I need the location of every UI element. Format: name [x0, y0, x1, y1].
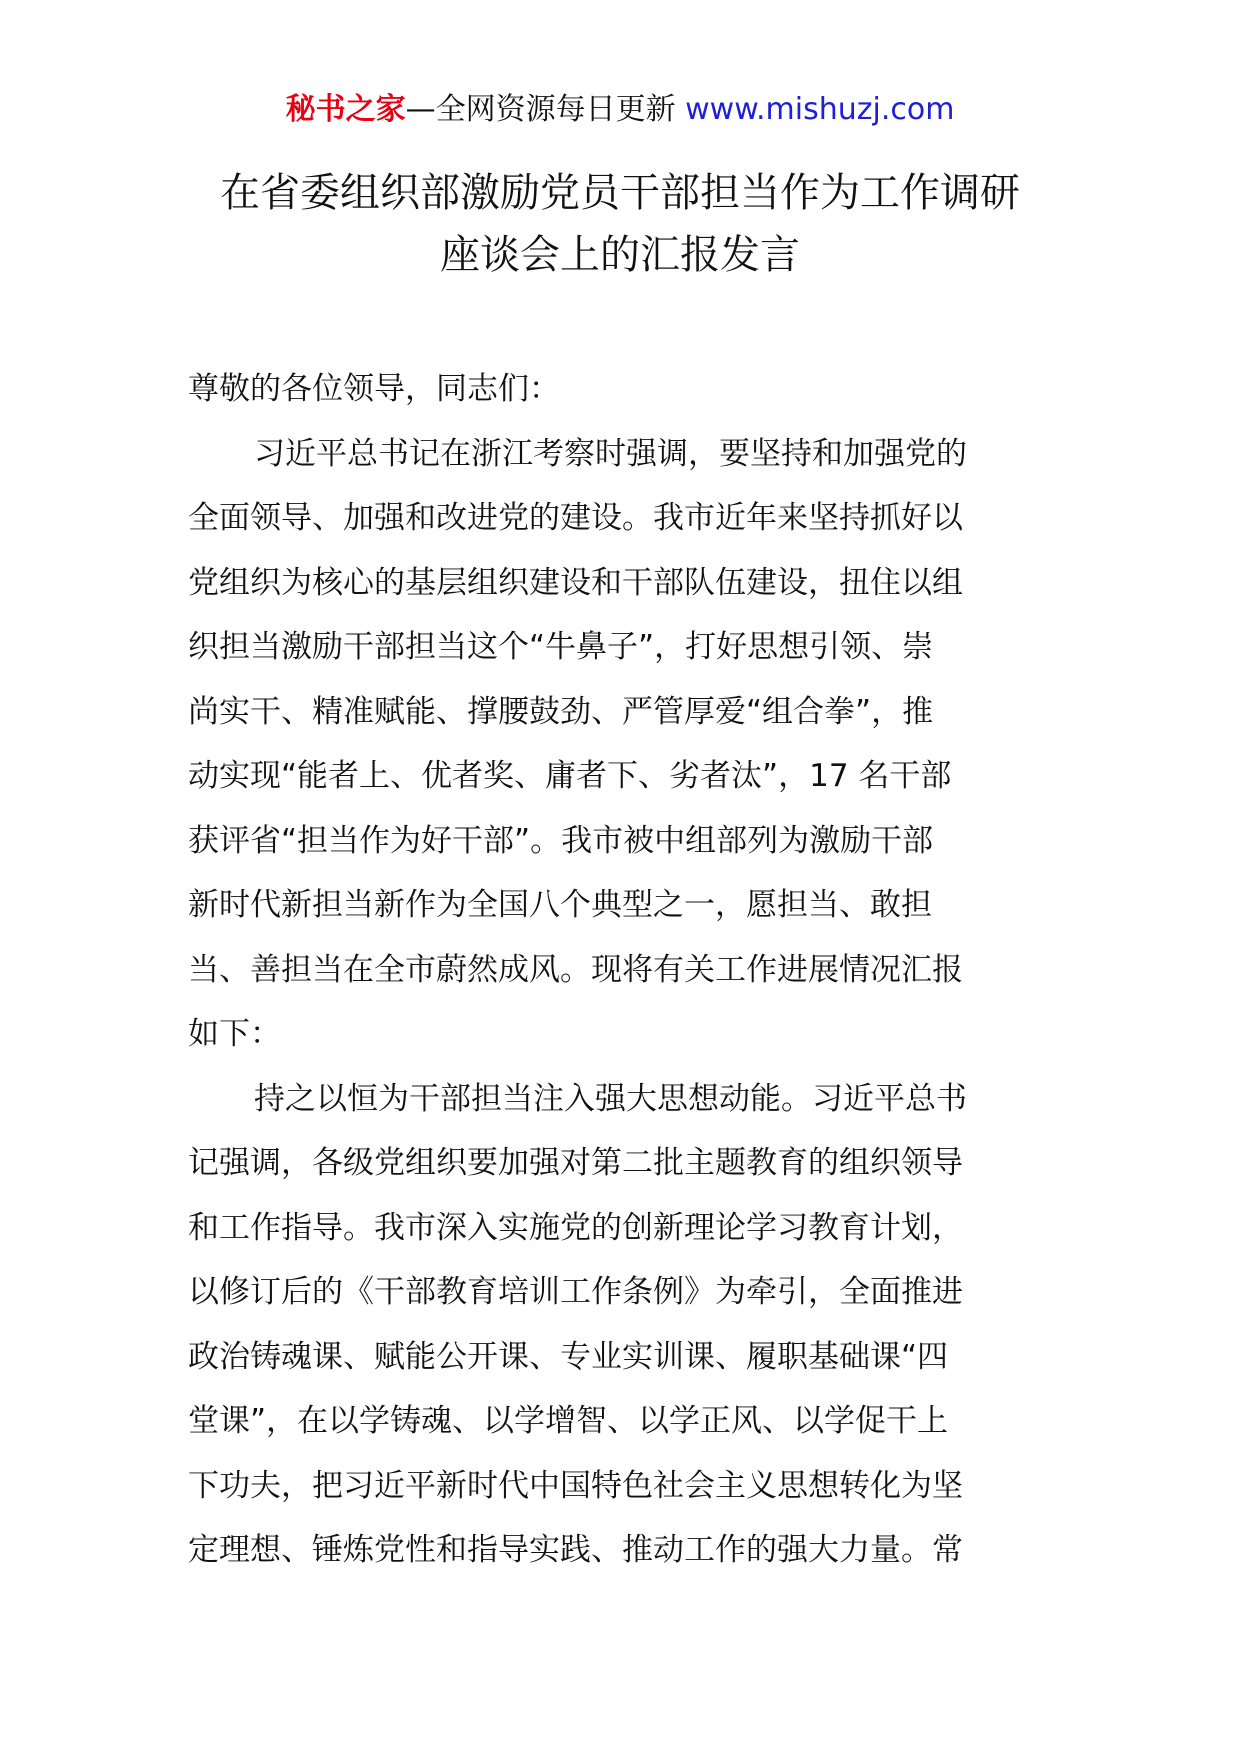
- title-line: 座谈会上的汇报发言: [440, 232, 800, 278]
- paragraph-line: 织担当激励干部担当这个“牛鼻子”，打好思想引领、崇: [188, 629, 934, 665]
- paragraph-line: 政治铸魂课、赋能公开课、专业实训课、履职基础课“四: [188, 1338, 949, 1375]
- paragraph-line: 持之以恒为干部担当注入强大思想动能。习近平总书: [254, 1080, 967, 1117]
- paragraph-line: 和工作指导。我市深入实施党的创新理论学习教育计划，: [188, 1209, 963, 1246]
- paragraph-1: [188, 422, 1068, 1067]
- brand-name: 秘书之家: [285, 92, 406, 127]
- paragraph-line: 习近平总书记在浙江考察时强调，要坚持和加强党的: [254, 435, 967, 472]
- paragraph-line: 堂课”，在以学铸魂、以学增智、以学正风、以学促干上: [188, 1403, 949, 1439]
- title-line: 在省委组织部激励党员干部担当作为工作调研: [220, 170, 1020, 216]
- paragraph-line: 如下：: [188, 1016, 281, 1052]
- paragraph-line: 尚实干、精准赋能、撑腰鼓劲、严管厚爱“组合拳”，推: [188, 693, 934, 730]
- paragraph-line: 记强调，各级党组织要加强对第二批主题教育的组织领导: [188, 1145, 963, 1181]
- paragraph-line: 全面领导、加强和改进党的建设。我市近年来坚持抓好以: [188, 500, 963, 536]
- document-title: [150, 162, 1090, 286]
- paragraph-line: 动实现“能者上、优者奖、庸者下、劣者汰”，17 名干部: [188, 758, 952, 794]
- paragraph-line: 定理想、锤炼党性和指导实践、推动工作的强大力量。常: [188, 1532, 963, 1568]
- header-slogan: —全网资源每日更新: [405, 92, 686, 127]
- paragraph-2: [188, 1067, 1068, 1583]
- paragraph-line: 党组织为核心的基层组织建设和干部队伍建设，扭住以组: [188, 564, 963, 601]
- document-body: [188, 357, 1068, 1583]
- paragraph-line: 以修订后的《干部教育培训工作条例》为牵引，全面推进: [188, 1274, 963, 1310]
- paragraph-line: 当、善担当在全市蔚然成风。现将有关工作进展情况汇报: [188, 951, 963, 988]
- site-header: [0, 90, 1240, 130]
- paragraph-line: 获评省“担当作为好干部”。我市被中组部列为激励干部: [188, 822, 934, 859]
- paragraph-line: 新时代新担当新作为全国八个典型之一，愿担当、敢担: [188, 887, 932, 923]
- paragraph-line: 下功夫，把习近平新时代中国特色社会主义思想转化为坚: [188, 1467, 963, 1504]
- site-url-link[interactable]: www.mishuzj.com: [685, 92, 955, 127]
- salutation: 尊敬的各位领导，同志们：: [188, 371, 560, 407]
